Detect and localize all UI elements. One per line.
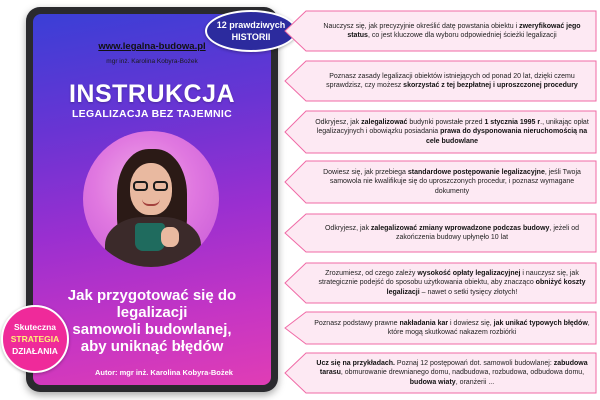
portrait-glasses-left (133, 181, 148, 191)
cover-headline-line: Jak przygotować się do legalizacji (67, 287, 237, 321)
benefit-item (284, 60, 597, 102)
benefit-text-bold: skorzystać z tej bezpłatnej i uproszczonej procedury (403, 82, 578, 89)
benefit-text-segment: Dowiesz się, jak przebiega (323, 169, 408, 177)
benefit-text-bold: jak unikać typowych błędów (493, 319, 588, 327)
benefit-item (284, 311, 597, 345)
benefit-text-bold: zweryfikować jego status (347, 22, 581, 39)
benefit-text-segment: ., unikając opłat legalizacyjnych i obowiązku posiadania (316, 119, 589, 136)
benefit-text-segment: Odkryjesz, jak (324, 224, 371, 232)
benefit-text-bold: wysokość opłaty legalizacyjnej (417, 270, 521, 278)
stories-badge-line1: 12 prawdziwych (216, 20, 286, 30)
strategy-badge-line3: DZIAŁANIA (12, 346, 58, 356)
benefit-text (314, 269, 590, 297)
benefit-text-bold: nakładania kar (399, 319, 449, 327)
benefit-text-segment: , co jest kluczowe dla wyboru odpowiedniej ścieżki legalizacji (367, 32, 557, 39)
benefit-text (314, 224, 590, 243)
cover-headline-line: aby uniknąć błędów (80, 338, 224, 355)
ebook-cover (33, 14, 271, 385)
strategy-badge-line2: STRATEGIA (10, 334, 60, 344)
author-bottom: Autor: mgr inż. Karolina Kobyra-Bożek (95, 368, 233, 377)
benefit-text-segment: Nauczysz się, jak precyzyjnie określić datę powstania obiektu i (323, 22, 520, 30)
benefit-text-segment: , jeżeli od zakończenia budowy upłynęło 10 lat (395, 224, 580, 241)
benefit-text-bold: zalegalizować (361, 119, 408, 127)
benefit-text (314, 22, 590, 41)
strategy-badge (1, 305, 69, 373)
benefit-text-segment: i nauczysz się, jak strategicznie podejść do sposobu użytkowania obiektu, aby znacząco (318, 270, 579, 287)
benefit-text-segment: – nawet o setki tysięcy złotych! (419, 288, 518, 296)
benefit-text-segment: Poznaj 12 postępowań dot. samowoli budowlanej: (394, 360, 554, 368)
benefit-text-bold: prawa do dysponowania nieruchomością na cele budowlane (425, 128, 588, 145)
benefit-text-bold: obniżyć koszty legalizacji (386, 279, 586, 296)
benefit-text-bold: zalegalizować zmiany wprowadzone podczas budowy (370, 224, 550, 232)
cover-headline-line: samowoli budowlanej, (72, 321, 232, 338)
author-portrait (83, 131, 219, 267)
benefit-text-bold: budowa wiaty (409, 378, 456, 386)
benefit-text-segment: , oranżerii ... (455, 378, 495, 386)
benefit-text (314, 118, 590, 146)
benefit-item (284, 352, 597, 394)
benefit-text-segment: Odkryjesz, jak (315, 119, 362, 127)
benefit-text-segment: Poznasz zasady legalizacji obiektów istniejących od ponad 20 lat, dzięki czemu sprawdzisz, czy możesz (326, 72, 575, 89)
cover-title: INSTRUKCJA (68, 80, 236, 108)
benefit-item (284, 213, 597, 253)
benefit-text-bold: 1 stycznia 1995 r (484, 119, 541, 127)
cover-subtitle: LEGALIZACJA BEZ TAJEMNIC (71, 108, 233, 120)
portrait-hand (161, 227, 179, 247)
author-top: mgr inż. Karolina Kobyra-Bożek (106, 58, 198, 65)
benefit-text-segment: , jeśli Twoja samowola nie kwalifikuje się do uproszczonych procedur, i poznasz wymagane dokumenty (329, 169, 581, 195)
benefit-text (314, 72, 590, 91)
site-url[interactable]: www.legalna-budowa.pl (98, 41, 206, 52)
benefit-text-bold: zabudowa tarasu (319, 360, 588, 377)
benefit-text (314, 168, 590, 196)
benefit-text-bold: Ucz się na przykładach. (316, 360, 395, 368)
benefit-item (284, 110, 597, 154)
benefit-text-segment: , które mogą skutkować nakazem rozbiórki (387, 319, 590, 336)
benefit-text-segment: budynki powstałe przed (407, 119, 485, 127)
benefit-item (284, 262, 597, 304)
stories-badge-line2: HISTORII (231, 32, 271, 42)
benefit-text (314, 319, 590, 338)
benefit-text-segment: Poznasz podstawy prawne (314, 319, 400, 327)
benefit-item (284, 160, 597, 204)
benefit-item (284, 10, 597, 52)
benefit-text (314, 359, 590, 387)
benefit-text-segment: , obmurowanie drewnianego domu, nadbudowa, rozbudowa, odbudowa domu, (340, 369, 585, 377)
benefit-text-bold: standardowe postępowanie legalizacyjne (407, 169, 545, 177)
benefit-text-segment: i dowiesz się, (448, 319, 494, 327)
cover-headline (41, 287, 263, 355)
portrait-glasses-right (153, 181, 168, 191)
strategy-badge-line1: Skuteczna (13, 322, 57, 332)
benefit-text-segment: Zrozumiesz, od czego zależy (325, 270, 418, 278)
